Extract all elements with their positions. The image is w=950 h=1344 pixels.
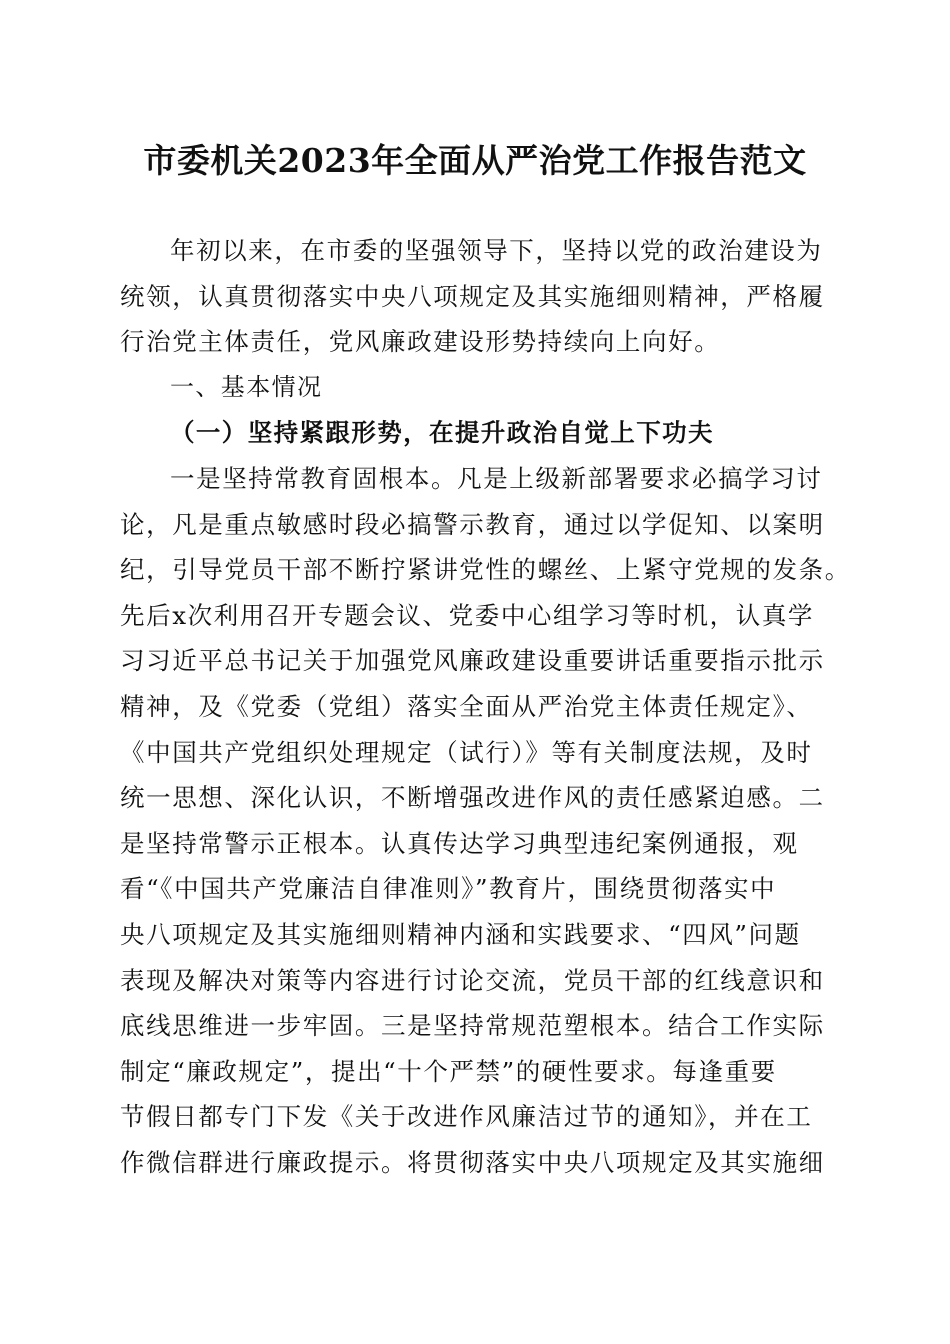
paragraph-line: 先后x次利用召开专题会议、党委中心组学习等时机，认真学 [120, 600, 815, 630]
paragraph-line: 《中国共产党组织处理规定（试行）》等有关制度法规，及时 [120, 737, 813, 767]
document-body [120, 228, 851, 1185]
document-title: 市委机关2023年全面从严治党工作报告范文 [143, 141, 807, 180]
paragraph-line: 一是坚持常教育固根本。凡是上级新部署要求必搞学习讨 [170, 463, 823, 493]
paragraph-line: 央八项规定及其实施细则精神内涵和实践要求、“四风”问题 [120, 919, 801, 949]
sub-heading: （一）坚持紧跟形势，在提升政治自觉上下功夫 [170, 418, 714, 448]
paragraph-line: 底线思维进一步牢固。三是坚持常规范塑根本。结合工作实际 [120, 1011, 825, 1041]
paragraph-line: 论，凡是重点敏感时段必搞警示教育，通过以学促知、以案明 [120, 509, 825, 539]
paragraph-line: 统一思想、深化认识，不断增强改进作风的责任感紧迫感。二 [120, 783, 825, 813]
intro-line: 行治党主体责任，党风廉政建设形势持续向上向好。 [120, 327, 721, 357]
paragraph-line: 节假日都专门下发《关于改进作风廉洁过节的通知》，并在工 [120, 1102, 813, 1132]
intro-line: 统领，认真贯彻落实中央八项规定及其实施细则精神，严格履 [120, 281, 825, 311]
paragraph-line: 习习近平总书记关于加强党风廉政建设重要讲话重要指示批示 [120, 646, 825, 676]
intro-line: 年初以来，在市委的坚强领导下，坚持以党的政治建设为 [170, 236, 823, 265]
paragraph-line: 作微信群进行廉政提示。将贯彻落实中央八项规定及其实施细 [120, 1147, 825, 1177]
paragraph-line: 精神，及《党委（党组）落实全面从严治党主体责任规定》、 [120, 691, 813, 721]
paragraph-line: 纪，引导党员干部不断拧紧讲党性的螺丝、上紧守党规的发条。 [120, 555, 851, 585]
paragraph-line: 看“《中国共产党廉洁自律准则》”教育片，围绕贯彻落实中 [120, 874, 777, 904]
section-heading: 一、基本情况 [170, 372, 323, 401]
paragraph-line: 是坚持常警示正根本。认真传达学习典型违纪案例通报，观 [120, 828, 799, 858]
paragraph-line: 表现及解决对策等内容进行讨论交流，党员干部的红线意识和 [120, 965, 825, 995]
paragraph-line: 制定“廉政规定”，提出“十个严禁”的硬性要求。每逢重要 [120, 1056, 777, 1086]
